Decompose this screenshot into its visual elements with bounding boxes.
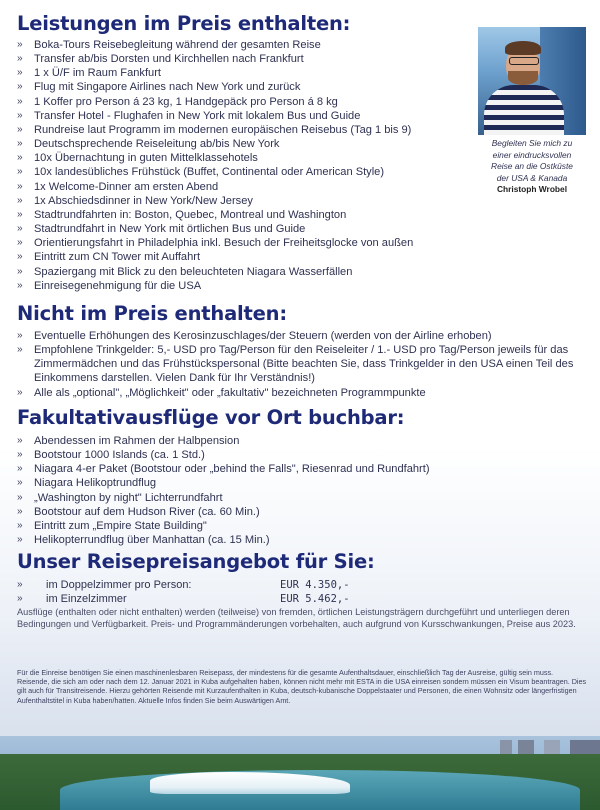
bullet-icon: » — [17, 344, 23, 356]
bullet-icon: » — [17, 138, 23, 150]
included-section — [17, 13, 477, 293]
fine-print-paragraph: Für die Einreise benötigen Sie einen maschinenlesbaren Reisepass, der mindestens für die gesamte Aufenthaltsdauer, einschließlich Tag der Ausreise, gültig sein muss. — [17, 668, 554, 677]
list-item: » Deutschsprechende Reiseleitung ab/bis New York — [17, 138, 280, 151]
bullet-icon: » — [17, 534, 23, 546]
not-included-section — [17, 303, 587, 400]
bullet-icon: » — [17, 237, 23, 249]
price-list — [0, 578, 587, 606]
bullet-icon: » — [17, 449, 23, 461]
bullet-icon: » — [17, 519, 23, 531]
price-row — [0, 578, 587, 592]
bullet-icon: » — [17, 279, 23, 291]
list-item: » Niagara Helikoptrundflug — [17, 477, 157, 490]
caption-line: der USA & Kanada — [496, 172, 568, 183]
price-title: Unser Reisepreisangebot für Sie: — [17, 550, 375, 573]
included-list — [0, 38, 477, 293]
photo-shirt — [484, 85, 564, 135]
list-item: » Eintritt zum CN Tower mit Auffahrt — [17, 251, 201, 264]
not-included-list — [0, 329, 587, 400]
entry-requirements — [17, 668, 587, 705]
included-title: Leistungen im Preis enthalten: — [17, 12, 351, 35]
fine-print-paragraph: Reisende, die sich am oder nach dem 12. Januar 2021 in Kuba aufgehalten haben, können nicht mehr mit ESTA in die USA einreisen sondern müssen ein Visum beantragen. Dies gilt auch für Transitreisende. Hierzu gehörten Reisende mit Kurzaufenthalten in Kuba, deutsch-kubanische Doppelstaater und Personen, die einen Wohnsitz oder längerfristigen Aufenthaltstitel in Kuba haben/hatten. Aktuelle Infos finden Sie beim Auswärtigen Amt. — [17, 677, 587, 705]
list-item: » Orientierungsfahrt in Philadelphia inkl. Besuch der Freiheitsglocke von außen — [17, 237, 414, 250]
bullet-icon: » — [17, 81, 23, 93]
bullet-icon: » — [17, 251, 23, 263]
bullet-icon: » — [17, 53, 23, 65]
list-item: » Eventuelle Erhöhungen des Kerosinzuschlages/der Steuern (werden von der Airline erhoben) — [17, 330, 492, 342]
optional-excursions-section — [17, 407, 587, 547]
bullet-icon: » — [17, 67, 23, 79]
bullet-icon: » — [17, 386, 23, 398]
list-item: » Spaziergang mit Blick zu den beleuchteten Niagara Wasserfällen — [17, 265, 353, 278]
price-label: im Einzelzimmer — [46, 593, 127, 605]
list-item: » 10x Übernachtung in guten Mittelklassehotels — [17, 152, 258, 165]
caption-line: Reise an die Ostküste — [491, 161, 573, 172]
bullet-icon: » — [17, 593, 23, 604]
bullet-icon: » — [17, 109, 23, 121]
list-item: » „Washington by night" Lichterrundfahrt — [17, 491, 223, 504]
bullet-icon: » — [17, 463, 23, 475]
bullet-icon: » — [17, 208, 23, 220]
bullet-icon: » — [17, 180, 23, 192]
list-item: » 1 x Ü/F im Raum Fankfurt — [17, 67, 161, 80]
photo-glasses — [509, 57, 539, 65]
guide-photo — [478, 27, 586, 135]
list-item: » Transfer ab/bis Dorsten und Kirchhellen nach Frankfurt — [17, 53, 304, 66]
list-item: » Stadtrundfahrt in New York mit örtlichen Bus und Guide — [17, 223, 306, 236]
bullet-icon: » — [17, 435, 23, 446]
list-item: » Bootstour 1000 Islands (ca. 1 Std.) — [17, 449, 205, 462]
price-value: EUR 4.350,- — [280, 579, 350, 591]
list-item: » Transfer Hotel - Flughafen in New York mit lokalem Bus und Guide — [17, 109, 361, 122]
bullet-icon: » — [17, 505, 23, 517]
price-value: EUR 5.462,- — [280, 593, 350, 605]
price-label: im Doppelzimmer pro Person: — [46, 579, 192, 591]
caption-line: Begleiten Sie mich zu — [491, 138, 573, 148]
excursion-note: Ausflüge (enthalten oder nicht enthalten) werden (teilweise) von fremden, örtlichen Leistungsträgern durchgeführt und unterliegen deren Bedingungen und Verfügbarkeit. Preis- und Programmänderungen vorbehalten, auch aufgrund von Kursschwankungen, Preise aus 2023. — [17, 607, 576, 629]
niagara-falls-image — [0, 736, 600, 810]
bullet-icon: » — [17, 39, 23, 50]
list-item: » Helikopterrundflug über Manhattan (ca. 15 Min.) — [17, 534, 270, 547]
bullet-icon: » — [17, 477, 23, 489]
price-row — [0, 592, 587, 606]
not-included-title: Nicht im Preis enthalten: — [17, 302, 287, 325]
list-item: » Alle als „optional", „Möglichkeit" oder „fakultativ" bezeichneten Programmpunkte — [17, 386, 426, 399]
list-item: » Empfohlene Trinkgelder: 5,- USD pro Tag/Person für den Reiseleiter / 1.- USD pro Tag/Person jeweils für das Zimmermädchen und das Frühstückspersonal (Bitte beachten Sie, dass Trinkgelder in den USA einen Teil des Einkommens darstellen. Vielen Dank für Ihr Verständnis!) — [17, 344, 574, 385]
list-item: » Boka-Tours Reisebegleitung während der gesamten Reise — [17, 39, 321, 51]
bullet-icon: » — [17, 330, 23, 341]
optional-list — [0, 434, 587, 547]
bullet-icon: » — [17, 95, 23, 107]
bullet-icon: » — [17, 265, 23, 277]
bullet-icon: » — [17, 123, 23, 135]
list-item: » Rundreise laut Programm im modernen europäischen Reisebus (Tag 1 bis 9) — [17, 123, 412, 136]
photo-hair — [505, 41, 541, 55]
list-item: » 1x Welcome-Dinner am ersten Abend — [17, 180, 219, 193]
list-item: » 1x Abschiedsdinner in New York/New Jersey — [17, 194, 253, 207]
photo-caption — [473, 138, 591, 196]
list-item: » 1 Koffer pro Person á 23 kg, 1 Handgepäck pro Person á 8 kg — [17, 95, 338, 108]
bullet-icon: » — [17, 491, 23, 503]
bullet-icon: » — [17, 223, 23, 235]
bullet-icon: » — [17, 166, 23, 178]
list-item: » Eintritt zum „Empire State Building" — [17, 519, 207, 532]
list-item: » Abendessen im Rahmen der Halbpension — [17, 435, 240, 447]
list-item: » 10x landesübliches Frühstück (Buffet, Continental oder American Style) — [17, 166, 385, 179]
photo-beard — [508, 71, 538, 85]
list-item: » Einreisegenehmigung für die USA — [17, 279, 202, 292]
price-section — [17, 551, 587, 606]
guide-name: Christoph Wrobel — [496, 184, 568, 195]
list-item: » Niagara 4-er Paket (Bootstour oder „behind the Falls", Riesenrad und Rundfahrt) — [17, 463, 430, 476]
bullet-icon: » — [17, 152, 23, 164]
list-item: » Flug mit Singapore Airlines nach New York und zurück — [17, 81, 301, 94]
caption-line: einer eindrucksvollen — [492, 149, 572, 160]
list-item: » Bootstour auf dem Hudson River (ca. 60 Min.) — [17, 505, 260, 518]
bullet-icon: » — [17, 579, 23, 590]
bullet-icon: » — [17, 194, 23, 206]
optional-title: Fakultativausflüge vor Ort buchbar: — [17, 406, 405, 429]
list-item: » Stadtrundfahrten in: Boston, Quebec, Montreal und Washington — [17, 208, 347, 221]
